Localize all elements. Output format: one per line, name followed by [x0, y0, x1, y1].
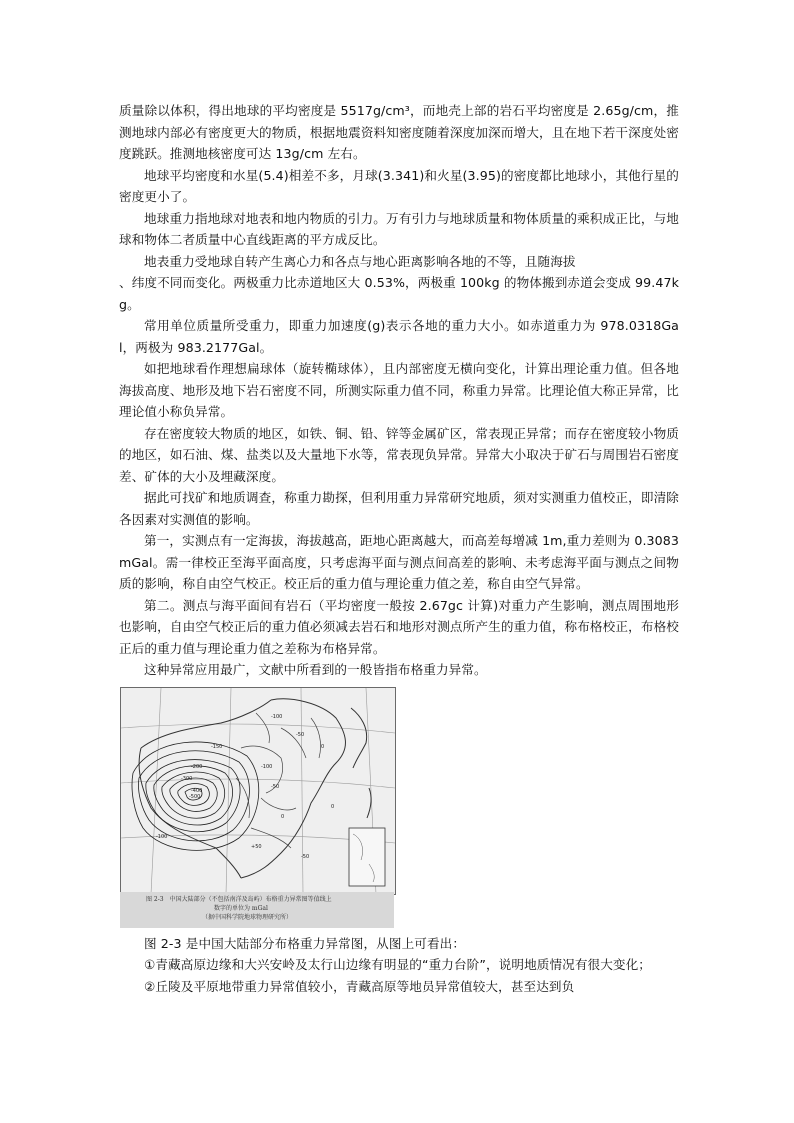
paragraph: 存在密度较大物质的地区，如铁、铜、铅、锌等金属矿区，常表现正异常；而存在密度较小物质的地区，如石油、煤、盐类以及大量地下水等，常表现负异常。异常大小取决于矿石与周围岩石密度差、矿体的大小及埋藏深度。: [119, 425, 679, 484]
paragraph: 第一，实测点有一定海拔，海拔越高，距地心距离越大，而高差每增减 1m,重力差则为 0.3083mGal。需一律校正至海平面高度，只考虑海平面与测点间高差的影响、未考虑海平面与测点之间物质的影响，称自由空气校正。校正后的重力值与理论重力值之差，称自由空气异常。: [119, 533, 679, 591]
contour-label: -200: [191, 763, 203, 770]
paragraph: 地球重力指地球对地表和地内物质的引力。万有引力与地球质量和物体质量的乘积成正比，与地球和物体二者质量中心直线距离的平方成反比。: [119, 210, 679, 247]
contour-label: +50: [251, 843, 262, 850]
caption-line-3: （据中国科学院地球物理研究所）: [202, 913, 293, 921]
body-text-bottom: [119, 933, 679, 998]
paragraph: 据此可找矿和地质调查，称重力勘探，但利用重力异常研究地质，须对实测重力值校正，即清除各因素对实测值的影响。: [119, 490, 679, 527]
contour-label: -400: [191, 787, 203, 794]
body-text-top: [119, 100, 679, 681]
contour-label: -100: [261, 763, 273, 770]
paragraph: ②丘陵及平原地带重力异常值较小，青藏高原等地员异常值较大，甚至达到负: [144, 978, 575, 994]
contour-label: 0: [331, 803, 335, 810]
figure-caption: [120, 892, 394, 928]
contour-map-graphic: [121, 688, 395, 894]
paragraph: ①青藏高原边缘和大兴安岭及太行山边缘有明显的“重力台阶”，说明地质情况有很大变化；: [144, 957, 652, 972]
gravity-anomaly-figure: [120, 687, 394, 927]
paragraph: 这种异常应用最广，文献中所看到的一般皆指布格重力异常。: [144, 662, 487, 677]
gravity-anomaly-map: [120, 687, 396, 895]
document-page: [119, 100, 679, 997]
paragraph: 常用单位质量所受重力，即重力加速度(g)表示各地的重力大小。如赤道重力为 978.0318Gal，两极为 983.2177Gal。: [119, 318, 679, 355]
contour-label: -100: [156, 833, 168, 840]
contour-label: -50: [301, 853, 310, 860]
contour-label: -100: [271, 713, 283, 720]
paragraph: 图 2-3 是中国大陆部分布格重力异常图，从图上可看出：: [144, 935, 466, 951]
paragraph: 如把地球看作理想扁球体（旋转椭球体），且内部密度无横向变化，计算出理论重力值。但各地海拔高度、地形及地下岩石密度不同，所测实际重力值不同，称重力异常。比理论值大称正异常，比理论值小称负异常。: [119, 361, 679, 419]
contour-label: 0: [281, 813, 285, 820]
paragraph: 地球平均密度和水星(5.4)相差不多，月球(3.341)和火星(3.95)的密度都比地球小，其他行星的密度更小了。: [119, 167, 679, 204]
contour-label: -50: [271, 783, 280, 790]
caption-line-2: 数字的单位为 mGal: [214, 904, 268, 912]
caption-line-1: 图 2-3 中国大陆部分（不包括南洋及岛屿）布格重力异常图等值线上: [146, 895, 332, 903]
contour-label: -50: [296, 731, 305, 738]
contour-label: 0: [321, 743, 325, 750]
paragraph: 质量除以体积，得出地球的平均密度是 5517g/cm³，而地壳上部的岩石平均密度是 2.65g/cm，推测地球内部必有密度更大的物质，根据地震资料知密度随着深度加深而增大，且在地下若干深度处密度跳跃。推测地核密度可达 13g/cm 左右。: [119, 103, 679, 161]
paragraph: 第二。测点与海平面间有岩石（平均密度一般按 2.67gc 计算)对重力产生影响，测点周围地形也影响，自由空气校正后的重力值必须减去岩石和地形对测点所产生的重力值，称布格校正，布格校正后的重力值与理论重力值之差称为布格异常。: [119, 597, 679, 656]
contour-label: -500: [189, 793, 201, 800]
paragraph: 、纬度不同而变化。两极重力比赤道地区大 0.53%，两极重 100kg 的物体搬到赤道会变成 99.47kg。: [119, 275, 679, 312]
contour-label: -150: [211, 743, 223, 750]
contour-label: -300: [181, 775, 193, 782]
paragraph: 地表重力受地球自转产生离心力和各点与地心距离影响各地的不等，且随海拔: [144, 253, 576, 269]
